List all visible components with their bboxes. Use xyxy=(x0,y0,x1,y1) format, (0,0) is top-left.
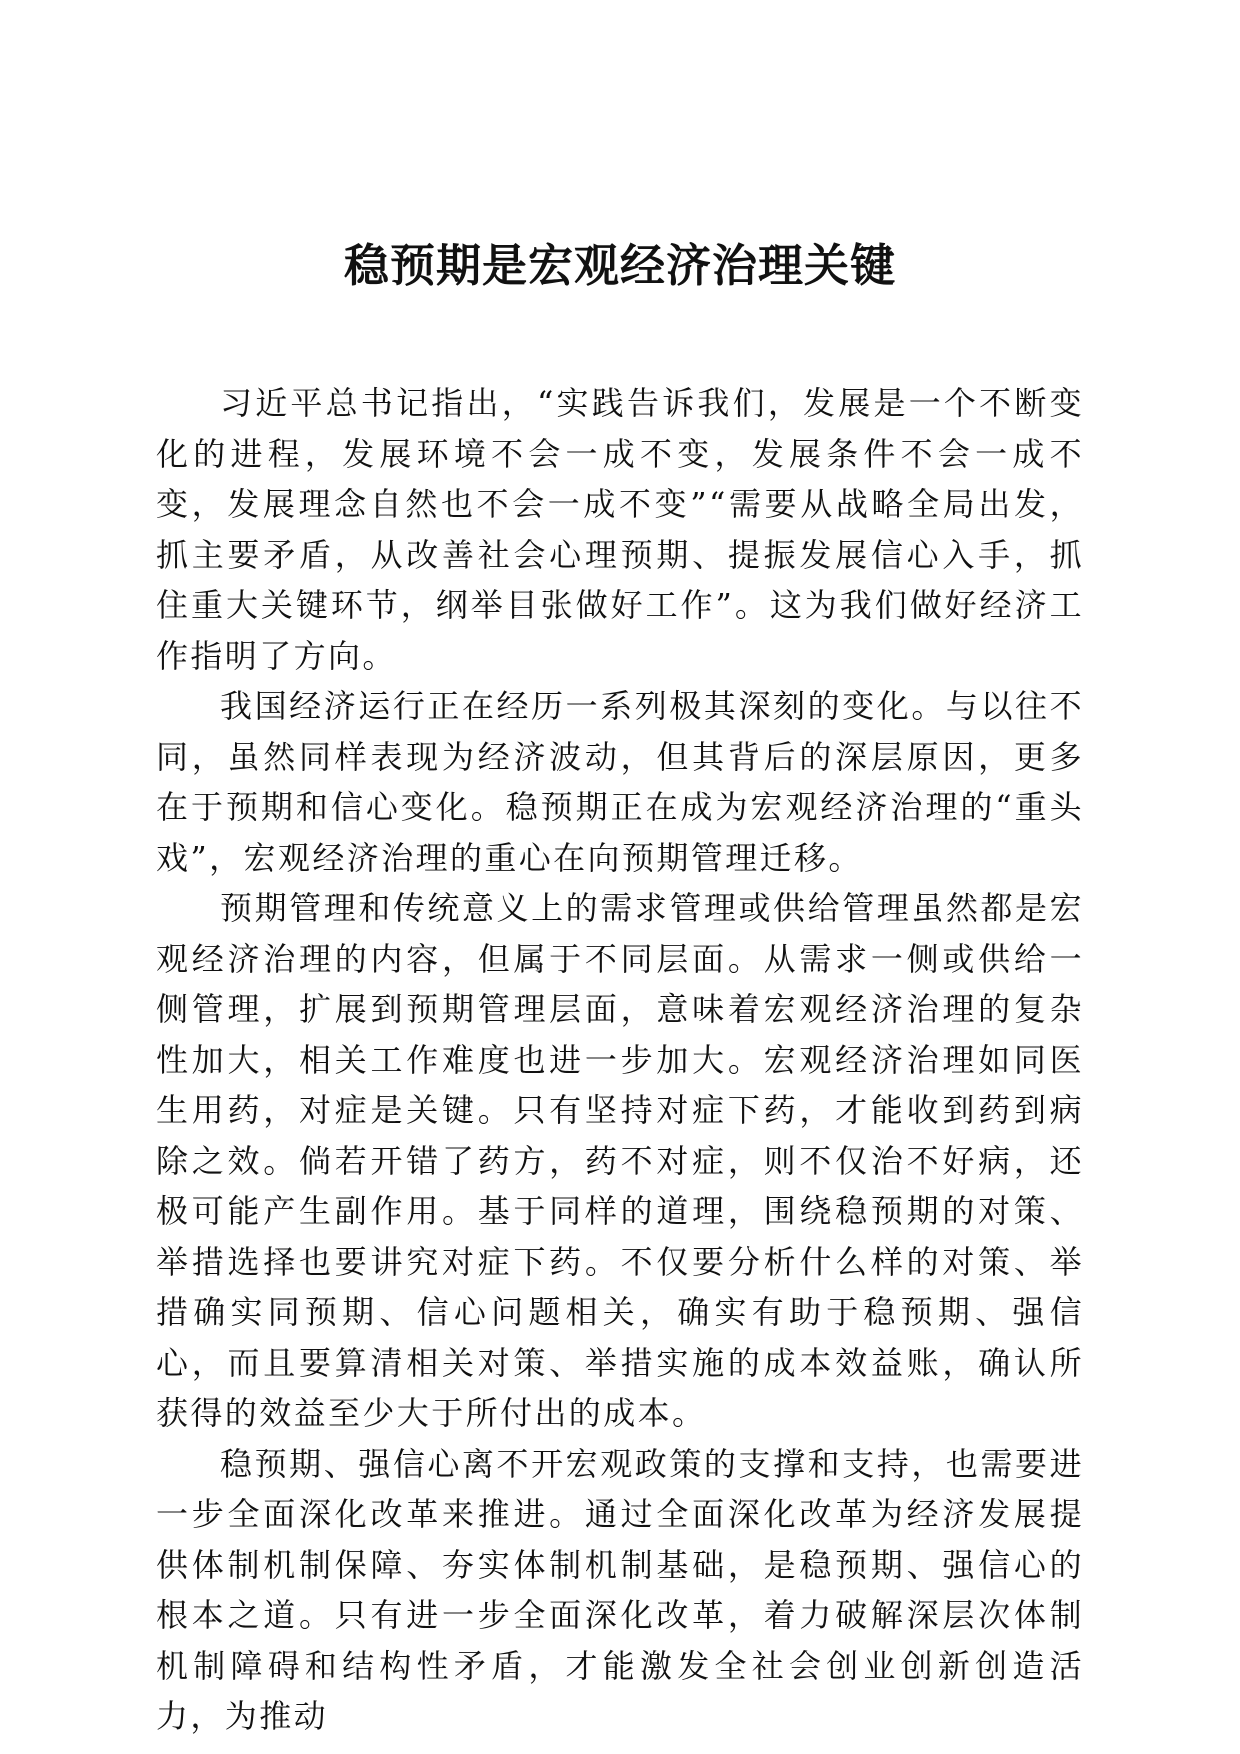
paragraph-1: 习近平总书记指出，“实践告诉我们，发展是一个不断变化的进程，发展环境不会一成不变，发展条件不会一成不变，发展理念自然也不会一成不变”“需要从战略全局出发，抓主要矛盾，从改善社会心理预期、提振发展信心入手，抓住重大关键环节，纲举目张做好工作”。这为我们做好经济工作指明了方向。 xyxy=(156,384,1084,675)
paragraph-2: 我国经济运行正在经历一系列极其深刻的变化。与以往不同，虽然同样表现为经济波动，但其背后的深层原因，更多在于预期和信心变化。稳预期正在成为宏观经济治理的“重头戏”，宏观经济治理的重心在向预期管理迁移。 xyxy=(156,687,1084,877)
document-title: 稳预期是宏观经济治理关键 xyxy=(343,239,896,292)
document-body xyxy=(156,378,1084,1742)
paragraph-3: 预期管理和传统意义上的需求管理或供给管理虽然都是宏观经济治理的内容，但属于不同层面。从需求一侧或供给一侧管理，扩展到预期管理层面，意味着宏观经济治理的复杂性加大，相关工作难度也进一步加大。宏观经济治理如同医生用药，对症是关键。只有坚持对症下药，才能收到药到病除之效。倘若开错了药方，药不对症，则不仅治不好病，还极可能产生副作用。基于同样的道理，围绕稳预期的对策、举措选择也要讲究对症下药。不仅要分析什么样的对策、举措确实同预期、信心问题相关，确实有助于稳预期、强信心，而且要算清相关对策、举措实施的成本效益账，确认所获得的效益至少大于所付出的成本。 xyxy=(156,889,1084,1432)
paragraph-4: 稳预期、强信心离不开宏观政策的支撑和支持，也需要进一步全面深化改革来推进。通过全面深化改革为经济发展提供体制机制保障、夯实体制机制基础，是稳预期、强信心的根本之道。只有进一步全面深化改革，着力破解深层次体制机制障碍和结构性矛盾，才能激发全社会创业创新创造活力，为推动 xyxy=(156,1444,1084,1735)
